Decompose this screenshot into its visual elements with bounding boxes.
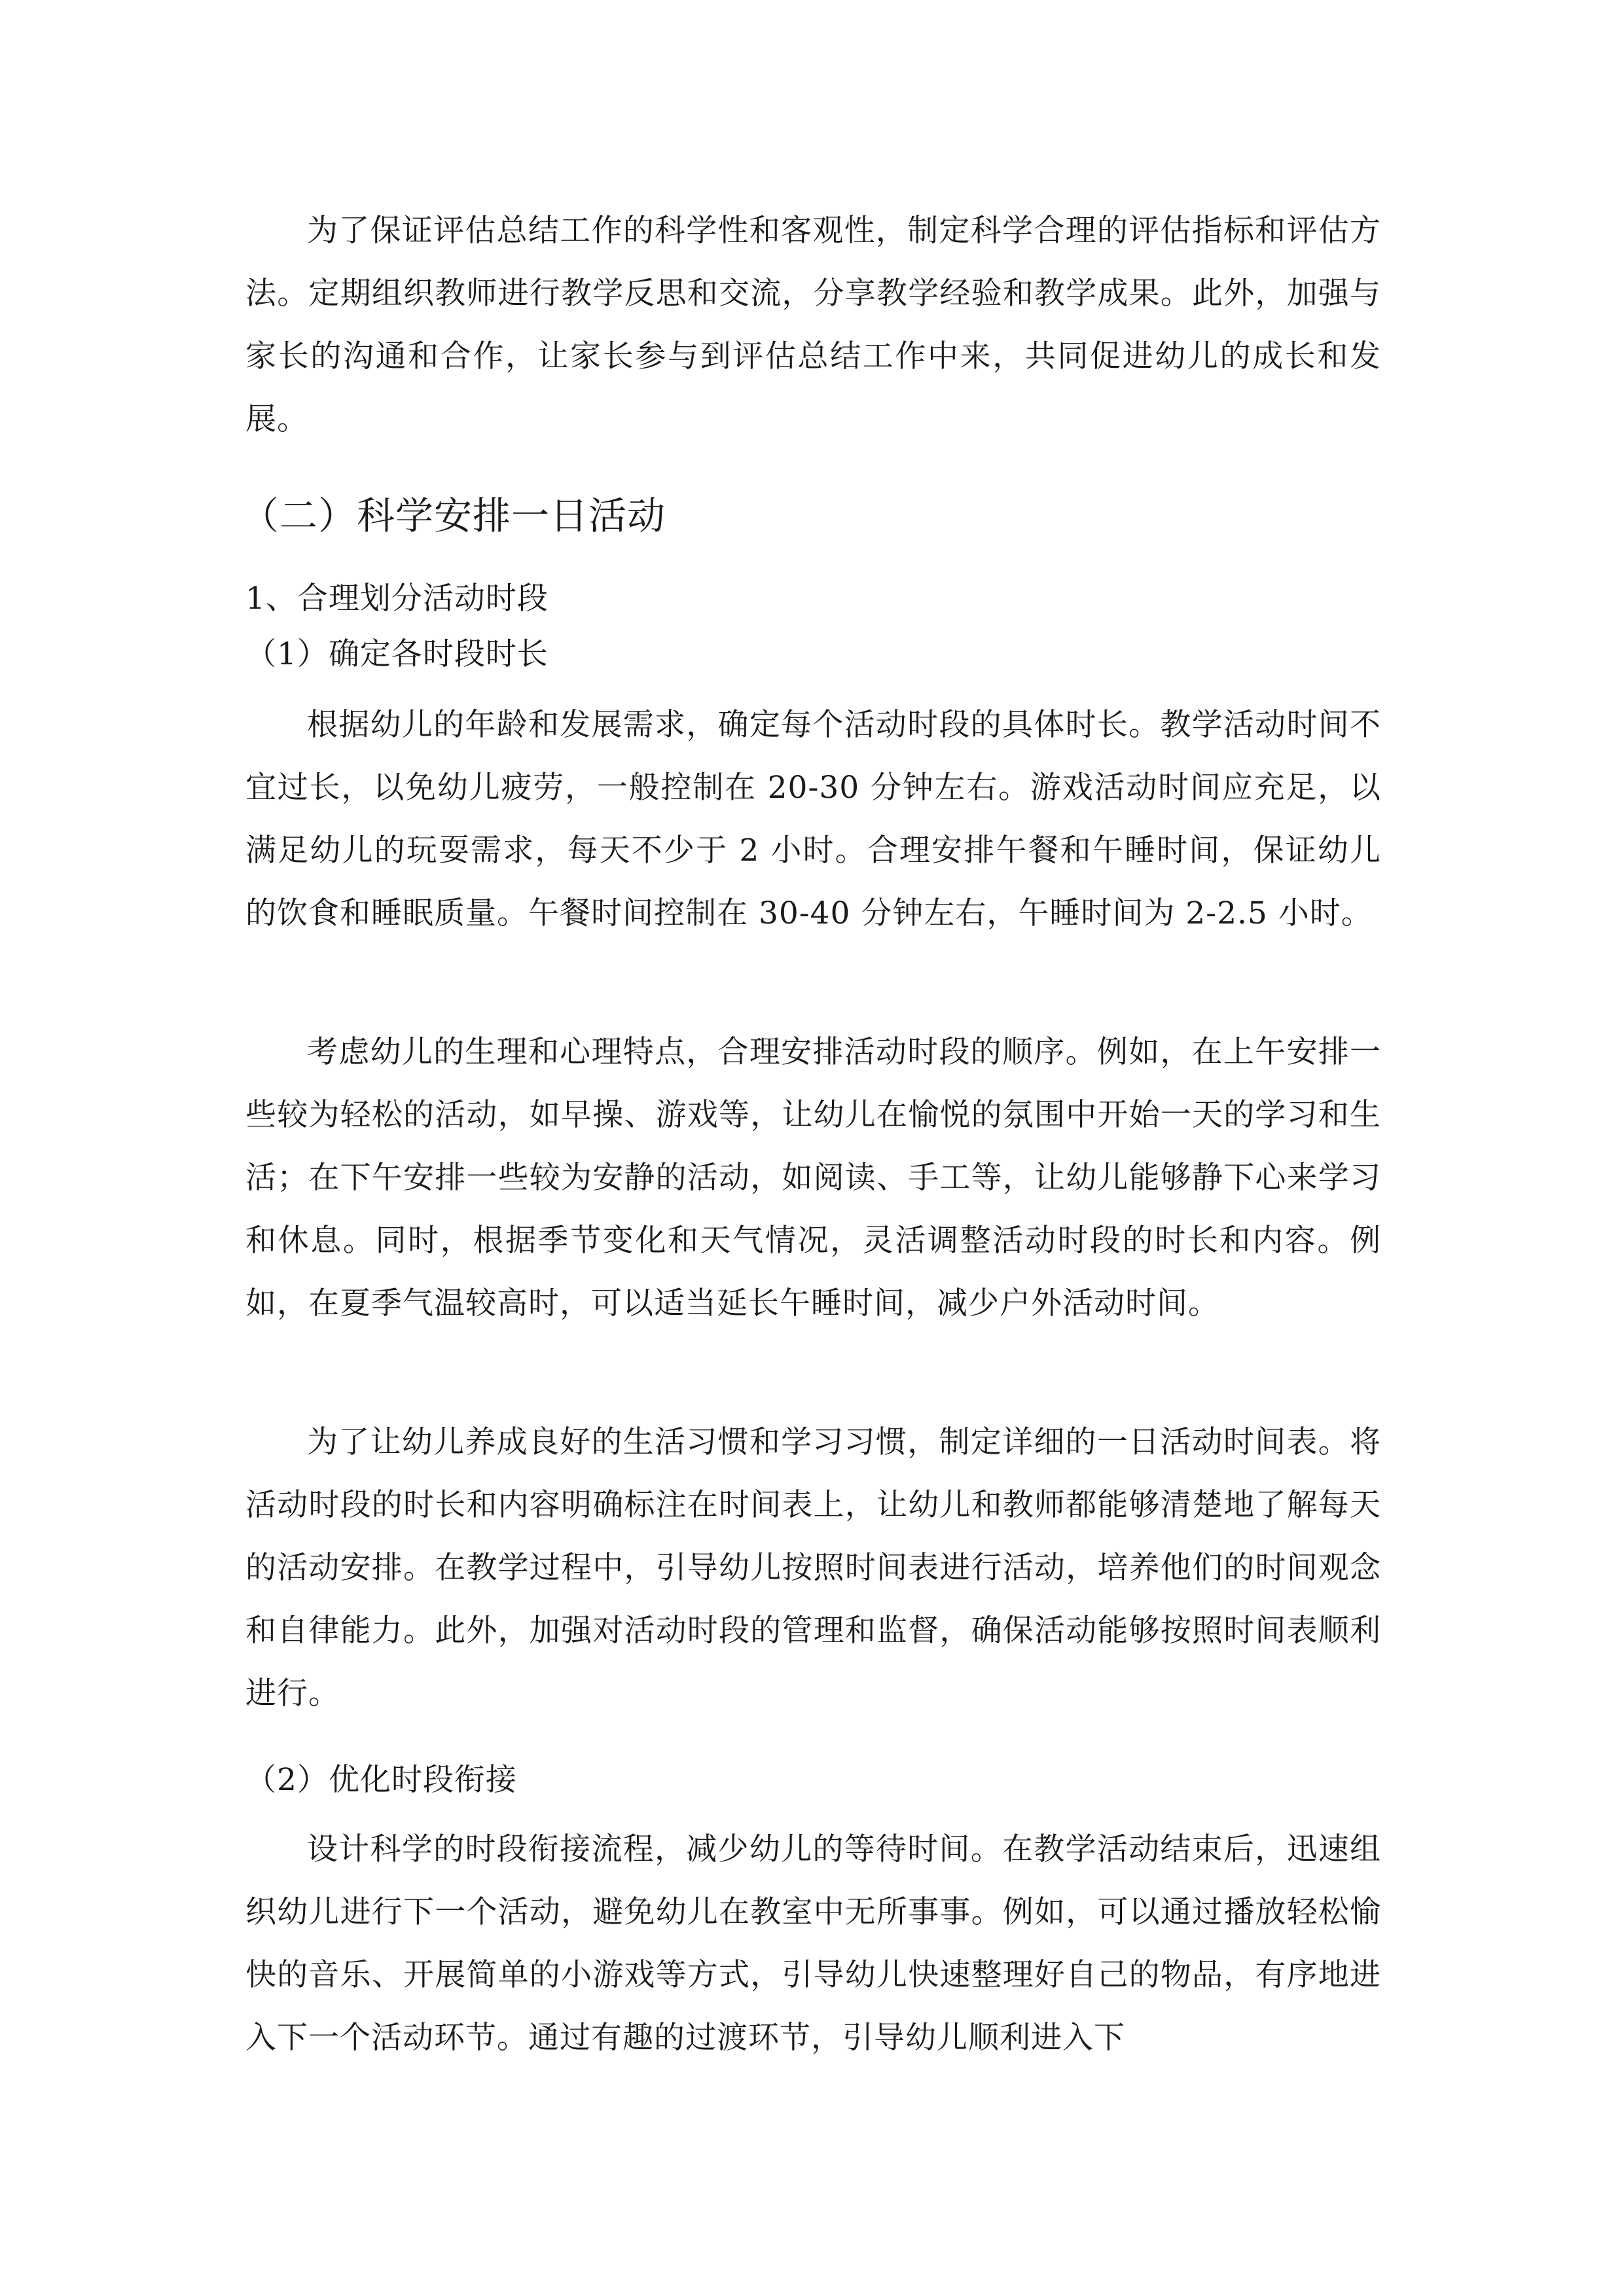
paragraph-order: 考虑幼儿的生理和心理特点，合理安排活动时段的顺序。例如，在上午安排一些较为轻松的活动，如早操、游戏等，让幼儿在愉悦的氛围中开始一天的学习和生活；在下午安排一些较为安静的活动，如阅读、手工等，让幼儿能够静下心来学习和休息。同时，根据季节变化和天气情况，灵活调整活动时段的时长和内容。例如，在夏季气温较高时，可以适当延长午睡时间，减少户外活动时间。	[245, 1034, 1381, 1321]
paragraph-evaluation-summary: 为了保证评估总结工作的科学性和客观性，制定科学合理的评估指标和评估方法。定期组织教师进行教学反思和交流，分享教学经验和教学成果。此外，加强与家长的沟通和合作，让家长参与到评估总结工作中来，共同促进幼儿的成长和发展。	[245, 213, 1381, 437]
subsection-heading-1: 1、合理划分活动时段	[245, 581, 549, 617]
item-heading-2: （2）优化时段衔接	[245, 1762, 517, 1798]
paragraph-schedule: 为了让幼儿养成良好的生活习惯和学习习惯，制定详细的一日活动时间表。将活动时段的时长和内容明确标注在时间表上，让幼儿和教师都能够清楚地了解每天的活动安排。在教学过程中，引导幼儿按照时间表进行活动，培养他们的时间观念和自律能力。此外，加强对活动时段的管理和监督，确保活动能够按照时间表顺利进行。	[245, 1424, 1381, 1712]
paragraph-transition: 设计科学的时段衔接流程，减少幼儿的等待时间。在教学活动结束后，迅速组织幼儿进行下一个活动，避免幼儿在教室中无所事事。例如，可以通过播放轻松愉快的音乐、开展简单的小游戏等方式，引导幼儿快速整理好自己的物品，有序地进入下一个活动环节。通过有趣的过渡环节，引导幼儿顺利进入下	[245, 1831, 1381, 2056]
item-heading-1: （1）确定各时段时长	[245, 636, 549, 672]
paragraph-duration: 根据幼儿的年龄和发展需求，确定每个活动时段的具体时长。教学活动时间不宜过长，以免幼儿疲劳，一般控制在 20-30 分钟左右。游戏活动时间应充足，以满足幼儿的玩耍需求，每天不少于 2 小时。合理安排午餐和午睡时间，保证幼儿的饮食和睡眠质量。午餐时间控制在 30-40 分钟左右，午睡时间为 2-2.5 小时。	[245, 707, 1381, 931]
section-heading: （二）科学安排一日活动	[241, 493, 666, 538]
